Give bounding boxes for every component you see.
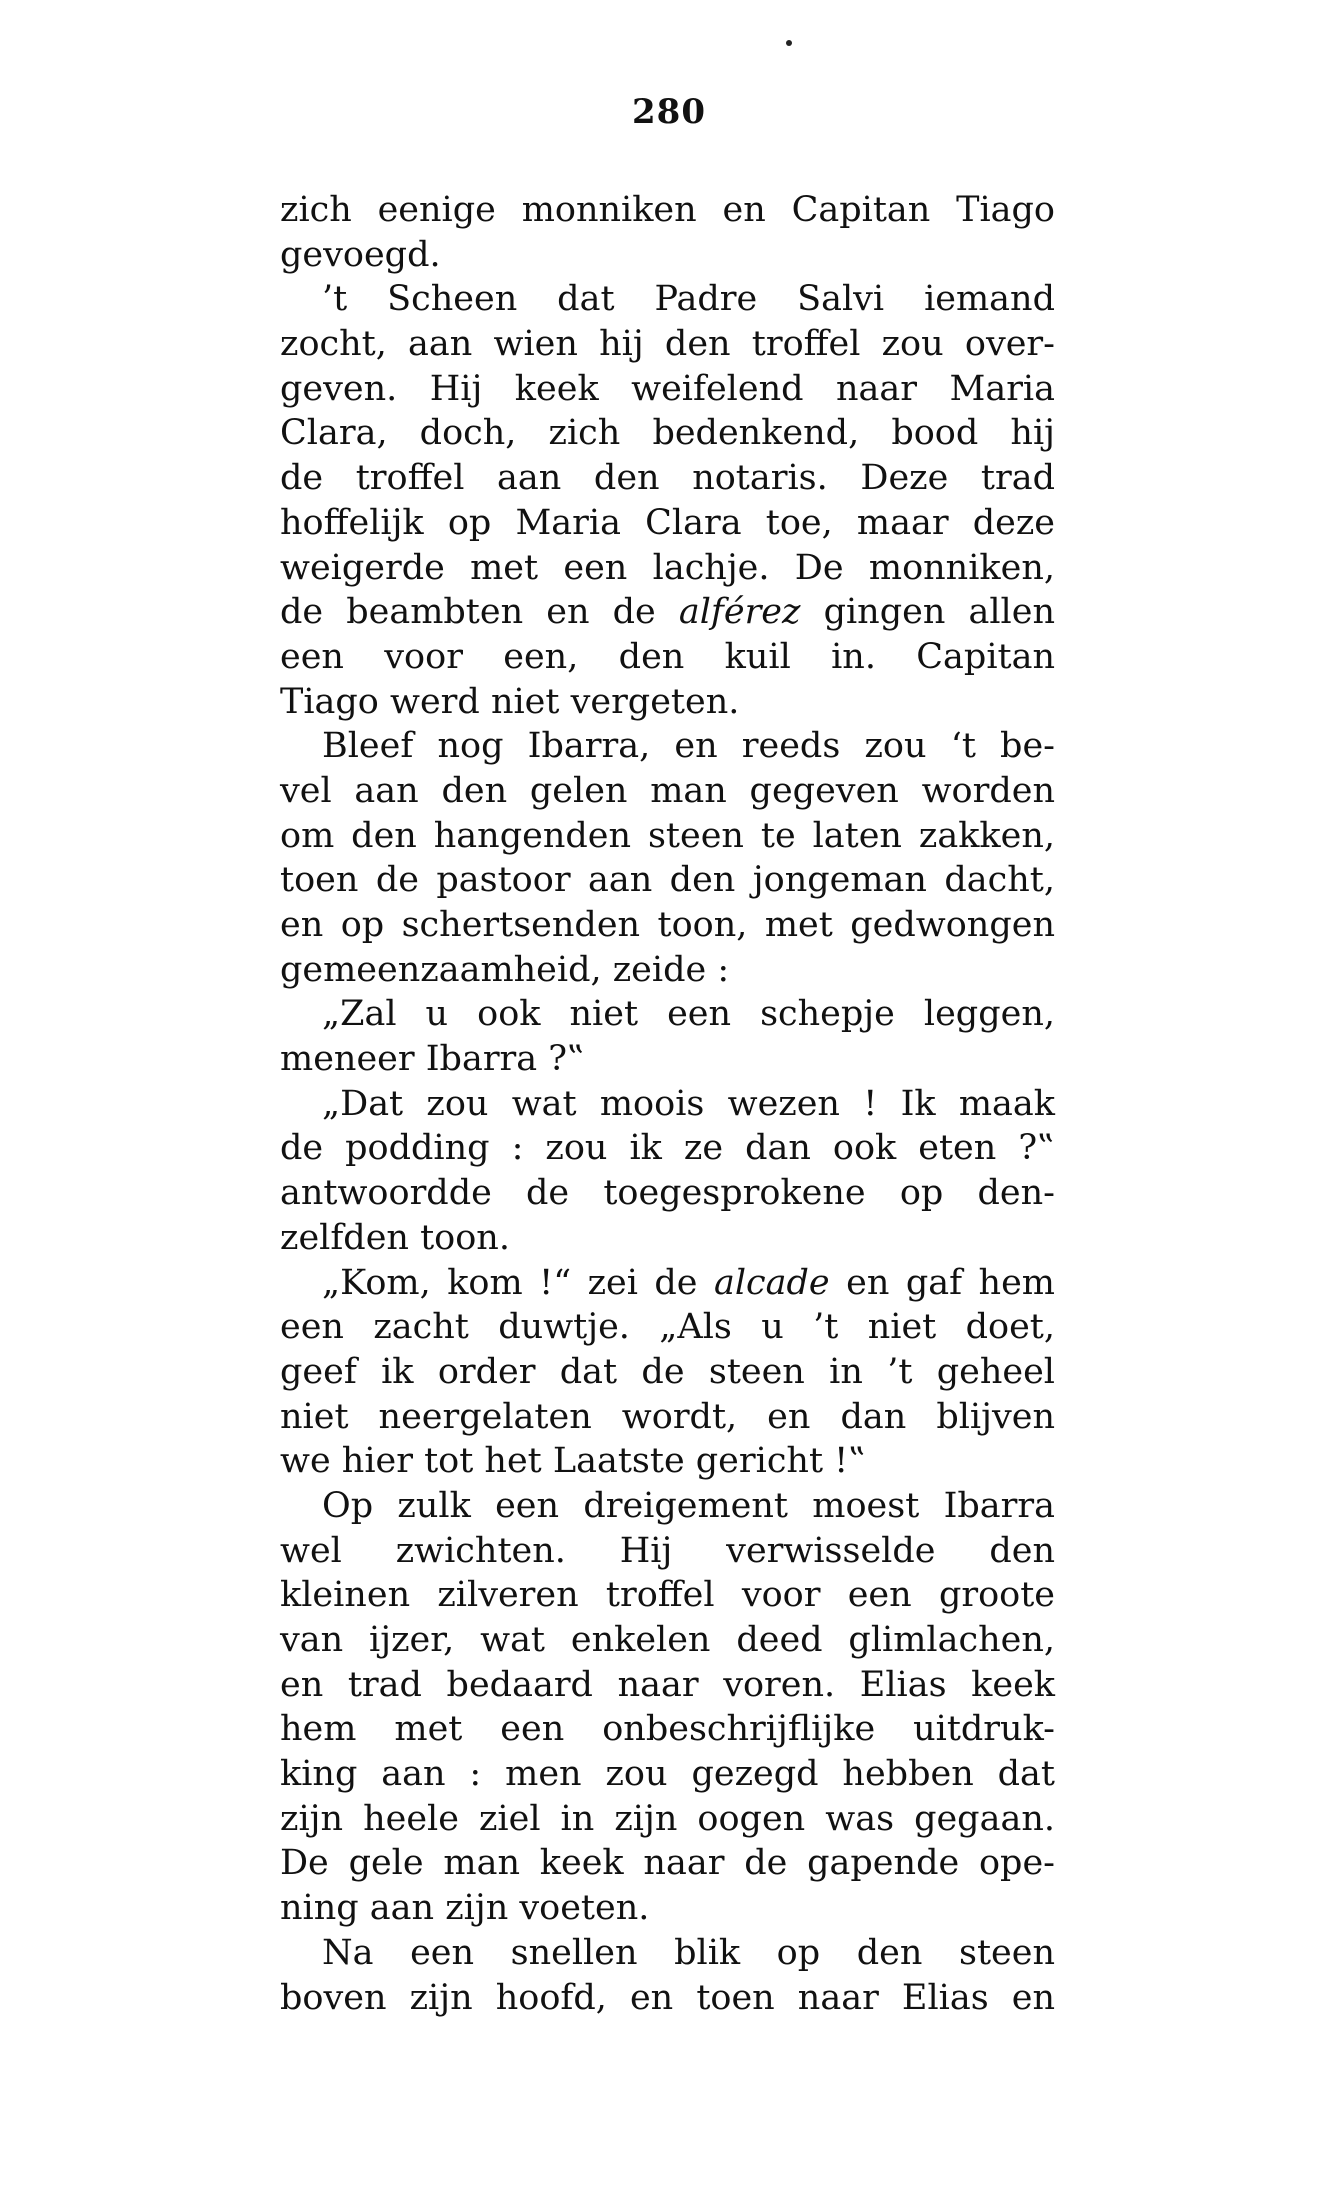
text-line: Na een snellen blik op den steen	[322, 1932, 1055, 1973]
text-line: en op schertsenden toon, met gedwongen	[280, 905, 1055, 945]
italic-term: alcade	[713, 1262, 830, 1303]
body-text	[280, 188, 1055, 2020]
text-line: Tiago werd niet vergeten.	[280, 681, 740, 722]
text-line: gemeenzaamheid, zeide :	[280, 949, 730, 990]
text-line: De gele man keek naar de gapende ope-	[280, 1843, 1055, 1884]
text-line: wel zwichten. Hij verwisselde den	[280, 1530, 1055, 1571]
text-line: hoffelijk op Maria Clara toe, maar deze	[280, 502, 1055, 543]
text-line: en trad bedaard naar voren. Elias keek	[280, 1664, 1055, 1705]
text-line: Bleef nog Ibarra, en reeds zou ‘t be-	[322, 726, 1055, 767]
text-line: boven zijn hoofd, en toen naar Elias en	[280, 1977, 1055, 2018]
text-segment: de beambten en de	[280, 592, 679, 633]
text-line: de podding : zou ik ze dan ook eten ?‟	[280, 1128, 1055, 1169]
text-line: kleinen zilveren troffel voor een groote	[280, 1575, 1055, 1616]
ink-speck	[786, 40, 792, 46]
text-line: vel aan den gelen man gegeven worden	[280, 770, 1055, 811]
text-segment: gingen allen	[800, 592, 1056, 633]
text-line: de troffel aan den notaris. Deze trad	[280, 458, 1055, 499]
text-line: van ijzer, wat enkelen deed glimlachen,	[280, 1620, 1055, 1660]
text-line	[280, 590, 1055, 635]
text-segment: „Kom, kom !“ zei de	[322, 1262, 714, 1303]
text-line: zich eenige monniken en Capitan Tiago	[280, 190, 1055, 230]
text-line: om den hangenden steen te laten zakken,	[280, 815, 1055, 856]
text-line: Clara, doch, zich bedenkend, bood hij	[280, 413, 1055, 454]
text-line: „Dat zou wat moois wezen ! Ik maak	[322, 1083, 1055, 1124]
text-line: king aan : men zou gezegd hebben dat	[280, 1754, 1055, 1795]
text-line: gevoegd.	[280, 234, 441, 275]
text-line: niet neergelaten wordt, en dan blijven	[280, 1396, 1055, 1437]
text-line: we hier tot het Laatste gericht !‟	[280, 1441, 867, 1482]
text-line: toen de pastoor aan den jongeman dacht,	[280, 860, 1055, 901]
text-line: geef ik order dat de steen in ’t geheel	[280, 1351, 1055, 1392]
text-line: weigerde met een lachje. De monniken,	[280, 547, 1055, 588]
text-line: een zacht duwtje. „Als u ’t niet doet,	[280, 1307, 1055, 1348]
text-line: geven. Hij keek weifelend naar Maria	[280, 368, 1055, 409]
text-line: ’t Scheen dat Padre Salvi iemand	[322, 279, 1055, 320]
text-line: Op zulk een dreigement moest Ibarra	[322, 1485, 1055, 1526]
text-line: zijn heele ziel in zijn oogen was gegaan.	[280, 1798, 1055, 1839]
text-line: „Zal u ook niet een schepje leggen,	[322, 994, 1055, 1035]
text-line	[280, 1261, 1055, 1306]
text-line: zelfden toon.	[280, 1217, 510, 1258]
text-line: zocht, aan wien hij den troffel zou over-	[280, 324, 1055, 365]
text-line: ning aan zijn voeten.	[280, 1888, 650, 1929]
text-line: antwoordde de toegesprokene op den-	[280, 1173, 1055, 1214]
text-segment: en gaf hem	[829, 1262, 1055, 1303]
text-line: hem met een onbeschrijflijke uitdruk-	[280, 1709, 1055, 1750]
text-line: meneer Ibarra ?‟	[280, 1039, 585, 1080]
text-line: een voor een, den kuil in. Capitan	[280, 636, 1055, 677]
page-number: 280	[632, 92, 706, 132]
italic-term: alférez	[678, 592, 801, 633]
